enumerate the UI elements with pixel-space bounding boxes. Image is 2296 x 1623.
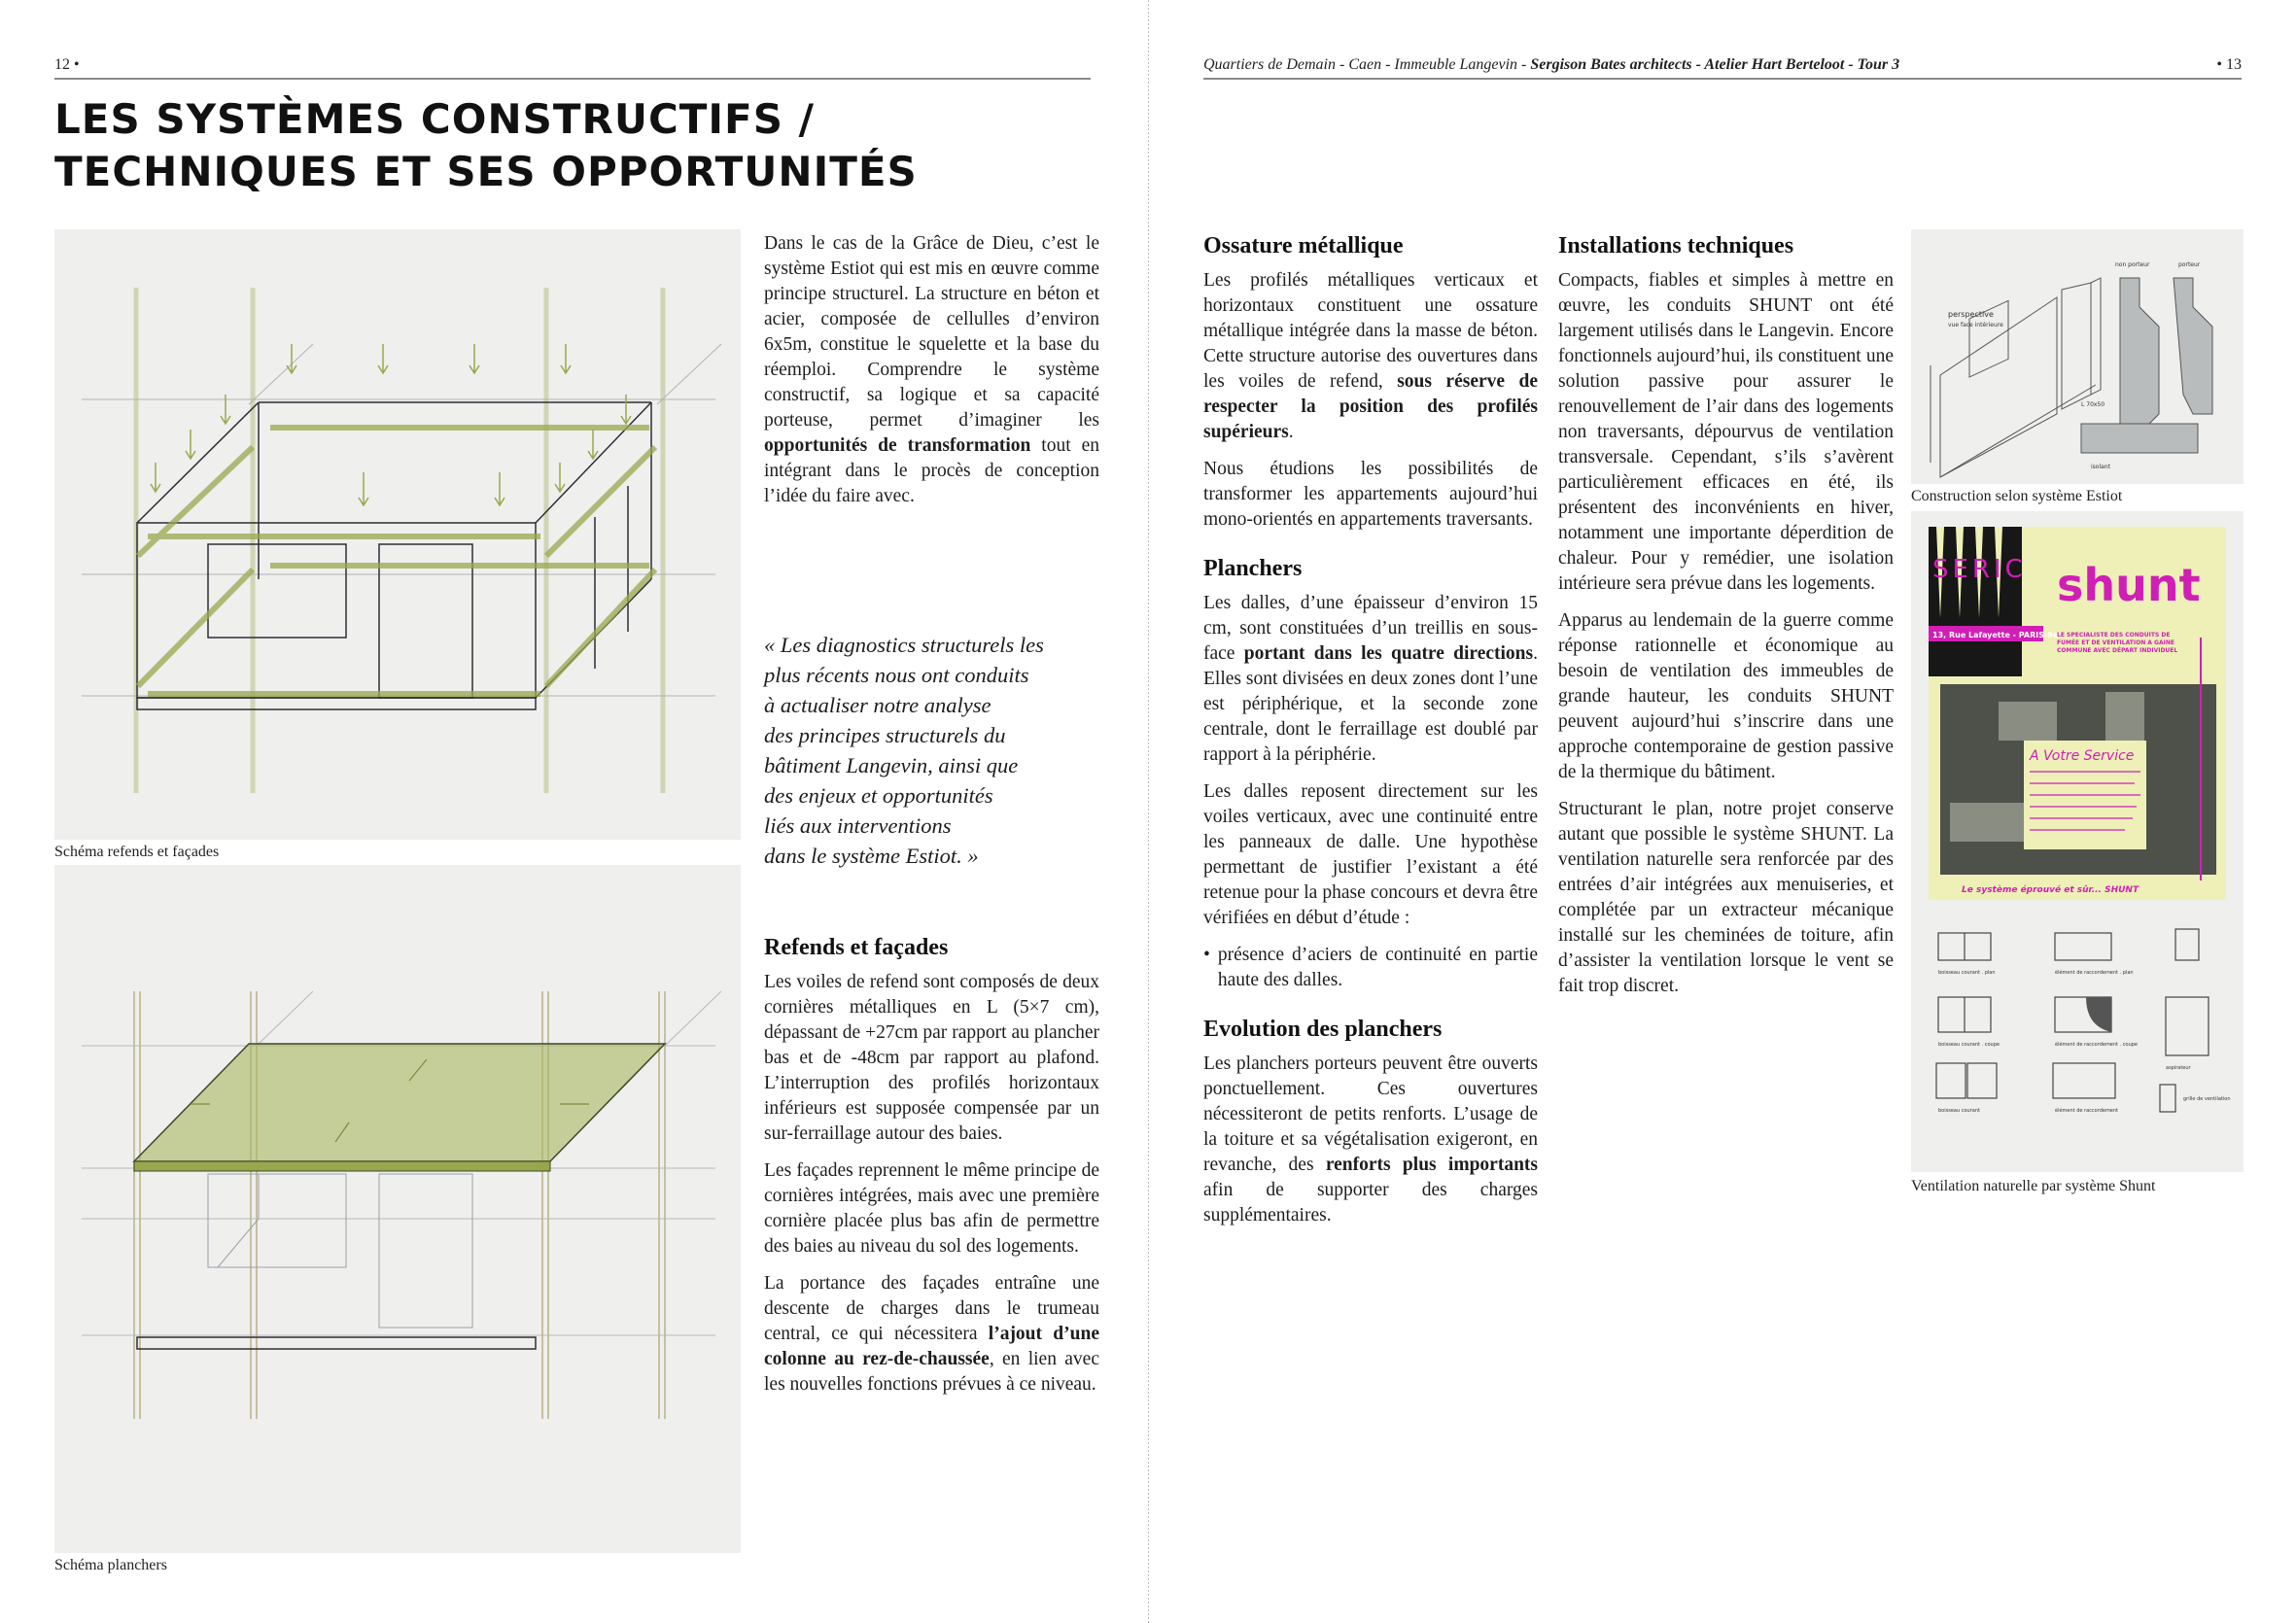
refends-section: [764, 933, 1099, 1409]
page-number-right: • 13: [2216, 56, 2242, 73]
poster-shunt-logo: shunt: [2057, 559, 2201, 611]
paragraph: Les voiles de refend sont composés de deux cornières métalliques en L (5×7 cm), dépassant de +27cm par rapport au plancher bas et de -48cm par rapport au plafond. L’interruption des profilés horizontaux inférieurs est supposée compensée par un sur-ferraillage autour des baies.: [764, 972, 1099, 1144]
bullet-item: • présence d’aciers de continuité en partie haute des dalles.: [1203, 943, 1538, 993]
quote-line: liés aux interventions: [764, 813, 952, 838]
diagram-label: boisseau courant . coupe: [1938, 1042, 2000, 1048]
diagram-estiot: [1911, 229, 2244, 484]
page-title-line-1: LES SYSTÈMES CONSTRUCTIFS /: [54, 95, 815, 143]
label-isolant: isolant: [2091, 464, 2110, 470]
paragraph: Les dalles reposent directement sur les voiles verticaux, avec une continuité entre les panneaux de dalle. Une hypothèse permettant de justifier l’existant a été retenue pour la phase concours et devra être vérifiées en début d’étude :: [1203, 781, 1538, 928]
intro-column: [764, 231, 1099, 521]
paragraph: La portance des façades entraîne une descente de charges dans le trumeau central, ce qui nécessitera l’ajout d’une colonne au rez-de-chaussée, en lien avec les nouvelles fonctions prévues à ce niveau.: [764, 1273, 1099, 1395]
label-angle: L 70x50: [2081, 401, 2105, 408]
page-number-left: 12 •: [54, 56, 80, 73]
figure-caption: Schéma planchers: [54, 1557, 167, 1573]
paragraph: Les dalles, d’une épaisseur d’environ 15 cm, sont constituées d’un treillis en sous-face portant dans les quatre directions. Elles sont divisées en deux zones dont l’une est périphérique, et la seconde zone centrale, dont le ferraillage est doublé par rapport à la périphérie.: [1203, 593, 1538, 765]
paragraph: Les profilés métalliques verticaux et horizontaux constituent une ossature métallique intégrée dans la masse de béton. Cette structure autorise des ouvertures dans les voiles de refend, sous réserve de respecter la position des profilés supérieurs.: [1203, 270, 1539, 442]
pull-quote: [764, 630, 1099, 871]
structure-column: [1203, 231, 1538, 1240]
paragraph: Compacts, fiables et simples à mettre en œuvre, les conduits SHUNT ont été largement utilisés dans le Langevin. Encore fonctionnels aujourd’hui, ils constituent une solution passive pour assurer le renouvellement de l’air dans des logements non traversants, dépourvus de ventilation transversale. Cependant, s’ils s’avèrent particulièrement efficaces en été, ils présentent des inconvénients en hiver, notamment une importante déperdition de chaleur. Pour y remédier, une isolation intérieure sera prévue dans les logements.: [1558, 270, 1894, 594]
figure-shunt: [1911, 511, 2244, 1172]
figure-caption: Schéma refends et façades: [54, 844, 220, 860]
label-perspective: perspective: [1948, 310, 1994, 319]
page-title-line-2: TECHNIQUES ET SES OPPORTUNITÉS: [54, 148, 918, 195]
label-perspective-sub: vue face intérieure: [1948, 322, 2003, 328]
shunt-poster: [1911, 511, 2244, 1172]
section-heading: Installations techniques: [1558, 233, 1794, 259]
right-page: [1149, 0, 2296, 1623]
header-rule: [1203, 78, 2242, 80]
quote-line: « Les diagnostics structurels les: [764, 633, 1044, 657]
header-rule: [54, 78, 1091, 80]
paragraph: Structurant le plan, notre projet conserve autant que possible le système SHUNT. La ventilation naturelle sera renforcée par des entrées d’air intégrées aux menuiseries, et complétée par un extracteur mécanique installé sur les cheminées de toiture, afin d’assister la ventilation lorsque le vent se fait trop discret.: [1558, 799, 1894, 996]
label-porteur: porteur: [2178, 261, 2201, 268]
figure-planchers: [54, 865, 741, 1553]
figure-caption: Ventilation naturelle par système Shunt: [1911, 1178, 2156, 1194]
intro-paragraph: Dans le cas de la Grâce de Dieu, c’est le système Estiot qui est mis en œuvre comme principe structurel. La structure en béton et acier, composée de cellulles d’environ 6x5m, constitue le squelette et la base du réemploi. Comprendre le système constructif, sa logique et sa capacité porteuse, permet d’imaginer les opportunités de transformation tout en intégrant dans le procès de conception l’idée du faire avec.: [764, 233, 1099, 506]
diagram-label: élément de raccordement: [2055, 1108, 2119, 1114]
paragraph: Les planchers porteurs peuvent être ouverts ponctuellement. Ces ouvertures nécessiteront de petits renforts. L’usage de la toiture et sa végétalisation exigeront, en revanche, des renforts plus importants afin de supporter des charges supplémentaires.: [1203, 1053, 1539, 1226]
quote-line: des enjeux et opportunités: [764, 783, 993, 808]
diagram-label: boisseau courant . plan: [1938, 970, 1996, 976]
quote-line: dans le système Estiot. »: [764, 844, 979, 868]
diagram-label: élément de raccordement . coupe: [2055, 1042, 2139, 1048]
paragraph: Apparus au lendemain de la guerre comme réponse rationnelle et économique au besoin de ventilation des immeubles de grande hauteur, les conduits SHUNT peuvent aujourd’hui s’inscrire dans une approche contemporaine de gestion passive de la thermique du bâtiment.: [1558, 610, 1894, 782]
section-heading: Refends et façades: [764, 935, 949, 960]
poster-service-title: A Votre Service: [2030, 748, 2135, 764]
page-title: [54, 93, 918, 198]
installations-column: [1558, 231, 1894, 1011]
paragraph: Les façades reprennent le même principe de cornières intégrées, mais avec une première cornière placée plus bas afin de permettre des baies au niveau du sol des logements.: [764, 1160, 1099, 1257]
quote-line: des principes structurels du: [764, 723, 1006, 747]
poster-address: 13, Rue Lafayette - PARIS-9e: [1932, 631, 2059, 639]
diagram-label: aspirateur: [2166, 1065, 2191, 1071]
paragraph: Nous étudions les possibilités de transformer les appartements aujourd’hui mono-orientés en appartements traversants.: [1203, 459, 1538, 530]
bullet-dot: •: [1203, 945, 1210, 965]
diagram-label: boisseau courant: [1938, 1108, 1980, 1114]
poster-footer: Le système éprouvé et sûr... SHUNT: [1962, 885, 2139, 895]
figure-refends-facades: [54, 229, 741, 840]
quote-line: plus récents nous ont conduits: [764, 663, 1029, 687]
section-heading: Evolution des planchers: [1203, 1017, 1443, 1042]
poster-seric: SERIC: [1932, 555, 2027, 584]
running-header: Quartiers de Demain - Caen - Immeuble Langevin - Sergison Bates architects - Atelier Hart Berteloot - Tour 3: [1203, 56, 1900, 73]
diagram-planchers: [54, 865, 741, 1553]
label-non-porteur: non porteur: [2115, 261, 2150, 268]
figure-caption: Construction selon système Estiot: [1911, 488, 2123, 504]
diagram-refends-facades: [54, 229, 741, 840]
diagram-label: élément de raccordement . plan: [2055, 970, 2134, 976]
diagram-label: grille de ventilation: [2183, 1096, 2231, 1102]
poster-tagline: LE SPÉCIALISTE DES CONDUITS DE FUMÉE ET DE VENTILATION A GAINE COMMUNE AVEC DÉPART INDIVIDUEL: [2057, 632, 2178, 654]
quote-line: bâtiment Langevin, ainsi que: [764, 753, 1019, 777]
figure-estiot: [1911, 229, 2244, 484]
quote-line: à actualiser notre analyse: [764, 693, 991, 717]
section-heading: Ossature métallique: [1203, 233, 1404, 259]
section-heading: Planchers: [1203, 556, 1303, 581]
